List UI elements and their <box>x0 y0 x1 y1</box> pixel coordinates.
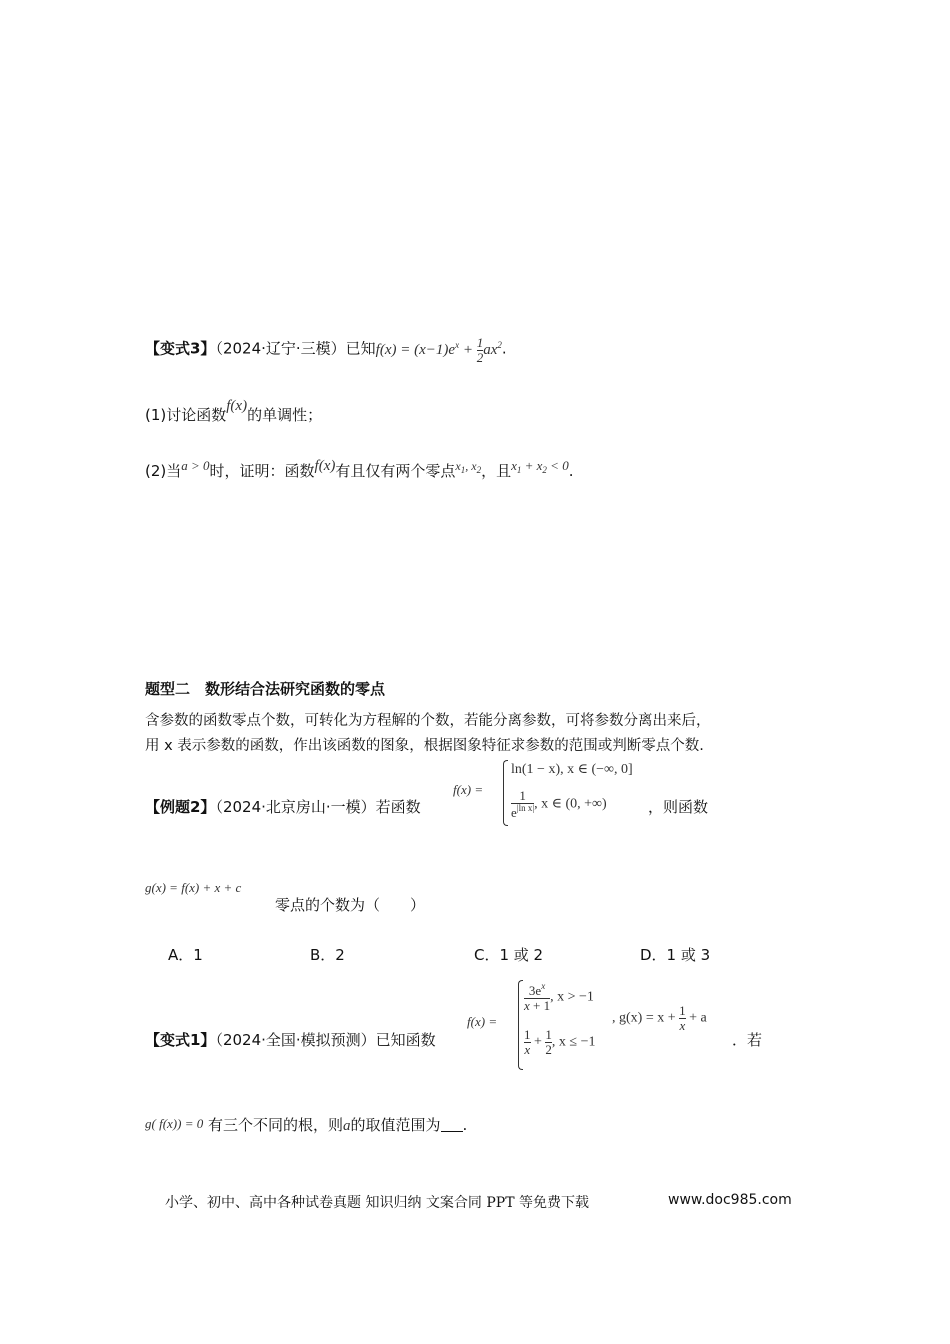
example2-fx: f(x) = <box>453 782 484 797</box>
variant3-source: （2024·辽宁·三模）已知 <box>215 339 376 358</box>
example2-line <box>145 796 421 817</box>
option-b: B．2 <box>310 946 345 964</box>
fx-math: f(x) <box>226 398 248 414</box>
variant1-piece1: $\frac{3e^x}{x + 1}$ , x > −1 <box>524 981 594 1013</box>
roots-math: x1, x2 <box>455 459 482 475</box>
variant3-label: 【变式3】 <box>145 339 216 358</box>
cond-math: a > 0 <box>181 458 210 473</box>
variant1-g: , g(x) = x + $\frac{1}{x}$ + a <box>612 1003 707 1033</box>
eq-math: g( f(x)) = 0 <box>145 1116 204 1131</box>
example2-g-suffix: 零点的个数为（ ） <box>275 896 426 914</box>
variant1-fx: f(x) = <box>467 1014 498 1029</box>
question-1: (1)讨论函数f(x)的单调性； <box>145 398 323 424</box>
example2-piece2: $\frac{1}{e^{|ln x|}}$ , x ∈ (0, +∞) <box>511 788 607 820</box>
variant1-ruo: ．若 <box>732 1031 763 1049</box>
section2-title: 题型二 数形结合法研究函数的零点 <box>145 680 386 698</box>
section2-para1: 含参数的函数零点个数，可转化为方程解的个数，若能分离参数，可将参数分离出来后， <box>145 713 711 729</box>
option-a: A．1 <box>168 946 203 964</box>
fx-math: f(x) <box>314 458 336 474</box>
option-d: D．1 或 3 <box>640 946 711 964</box>
example2-piece1: ln(1 − x), x ∈ (−∞, 0] <box>511 762 633 777</box>
example2-after: ，则函数 <box>648 798 709 816</box>
example2-g: g(x) = f(x) + x + c <box>145 880 242 895</box>
variant1-source: （2024·全国·模拟预测）已知函数 <box>215 1031 436 1049</box>
variant1-question: g( f(x)) = 0 有三个不同的根，则a的取值范围为 . <box>145 1116 468 1134</box>
footer-left: 小学、初中、高中各种试卷真题 知识归纳 文案合同 PPT 等免费下载 <box>165 1195 589 1211</box>
variant1-piece2: $\frac{1}{x}$ + $\frac{1}{2}$ , x ≤ −1 <box>524 1027 596 1057</box>
variant1-line <box>145 1029 436 1050</box>
piecewise-brace <box>518 980 523 1070</box>
footer-url[interactable]: www.doc985.com <box>668 1192 792 1208</box>
variant1-label: 【变式1】 <box>145 1031 216 1049</box>
example2-label: 【例题2】 <box>145 798 216 816</box>
ineq-math: $x_1 + x_2 < 0$ <box>511 458 569 475</box>
section2-para2: 用 x 表示参数的函数，作出该函数的图象，根据图象特征求参数的范围或判断零点个数. <box>145 738 704 754</box>
option-c: C．1 或 2 <box>474 946 544 964</box>
question-2: (2)当a > 0时，证明：函数f(x)有且仅有两个零点$^{x_1, x_2}$，且$x_1 + x_2 < 0$. <box>145 458 574 480</box>
variant3-formula: $f(x) = (x-1)e^x$ + $\frac{1}{2}$ $ax^2$ <box>375 335 502 365</box>
piecewise-brace <box>503 760 508 826</box>
example2-source: （2024·北京房山·一模）若函数 <box>215 798 421 816</box>
variant3-line: 【变式3】（2024·辽宁·三模）已知$f(x) = (x-1)e^x$ + $\frac{1}{2}$ $ax^2$. <box>145 335 507 365</box>
answer-blank <box>441 1117 463 1132</box>
